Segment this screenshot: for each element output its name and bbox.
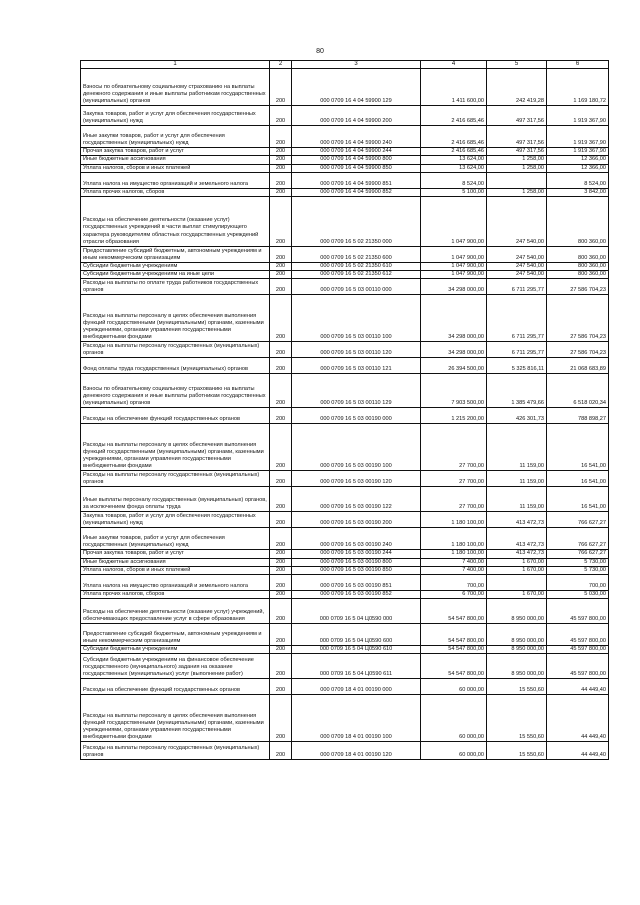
table-cell-executed: 11 159,00 <box>487 487 547 512</box>
table-cell-budget-classification-code: 000 0709 16 5 03 00190 850 <box>292 566 421 574</box>
table-cell-description: Расходы на обеспечение деятельности (оказание услуг) учреждений, обеспечивающих предоставление услуг в сфере образования <box>81 599 270 624</box>
table-cell-approved-assignments: 34 298 000,00 <box>421 295 487 342</box>
table-cell-description: Уплата налогов, сборов и иных платежей <box>81 566 270 574</box>
column-number: 4 <box>421 61 487 69</box>
table-cell-line-code: 200 <box>270 742 292 760</box>
table-cell-budget-classification-code: 000 0709 16 5 03 00110 100 <box>292 295 421 342</box>
table-cell-line-code: 200 <box>270 424 292 471</box>
table-cell-line-code: 200 <box>270 591 292 599</box>
table-cell-approved-assignments: 1 215 200,00 <box>421 408 487 424</box>
table-row <box>81 591 609 599</box>
table-cell-approved-assignments: 7 400,00 <box>421 558 487 566</box>
table-cell-executed: 497 317,56 <box>487 148 547 156</box>
table-cell-unexecuted: 44 449,40 <box>547 695 609 742</box>
table-cell-description: Расходы на выплаты персоналу в целях обеспечения выполнения функций государственными (муниципальными) органами, казенными учреждениями, органами управления государственными внебюджетными фондами <box>81 695 270 742</box>
table-cell-executed: 15 550,60 <box>487 742 547 760</box>
column-number: 2 <box>270 61 292 69</box>
table-cell-executed <box>487 172 547 188</box>
table-cell-line-code: 200 <box>270 148 292 156</box>
table-cell-budget-classification-code: 000 0709 16 5 03 00190 244 <box>292 550 421 558</box>
table-cell-budget-classification-code: 000 0709 16 5 02 21350 000 <box>292 197 421 247</box>
table-cell-description: Уплата налога на имущество организаций и земельного налога <box>81 172 270 188</box>
table-cell-unexecuted: 3 842,00 <box>547 188 609 196</box>
table-cell-budget-classification-code: 000 0709 16 5 03 00110 121 <box>292 358 421 374</box>
table-row <box>81 156 609 164</box>
table-cell-description: Предоставление субсидий бюджетным, автономным учреждениям и иным некоммерческим организациям <box>81 624 270 646</box>
table-cell-executed: 413 472,73 <box>487 550 547 558</box>
table-cell-description: Расходы на выплаты персоналу в целях обеспечения выполнения функций государственными (муниципальными) органами, казенными учреждениями, органами управления государственными внебюджетными фондами <box>81 424 270 471</box>
table-cell-description: Взносы по обязательному социальному страхованию на выплаты денежного содержания и иные выплаты работникам государственных (муниципальных) органов <box>81 374 270 408</box>
table-cell-line-code: 200 <box>270 279 292 295</box>
budget-execution-table <box>80 60 609 760</box>
table-cell-budget-classification-code: 000 0709 16 5 03 00190 800 <box>292 558 421 566</box>
table-cell-line-code: 200 <box>270 679 292 695</box>
table-cell-executed: 413 472,73 <box>487 528 547 550</box>
table-cell-line-code: 200 <box>270 566 292 574</box>
table-cell-budget-classification-code: 000 0709 16 4 04 59900 851 <box>292 172 421 188</box>
table-cell-description: Иные закупки товаров, работ и услуг для обеспечения государственных (муниципальных) нужд <box>81 528 270 550</box>
table-cell-line-code: 200 <box>270 358 292 374</box>
table-cell-approved-assignments: 54 547 800,00 <box>421 624 487 646</box>
table-cell-approved-assignments: 54 547 800,00 <box>421 654 487 679</box>
table-cell-unexecuted: 27 586 704,23 <box>547 279 609 295</box>
table-row <box>81 374 609 408</box>
table-cell-line-code: 200 <box>270 374 292 408</box>
table-cell-description: Расходы на обеспечение деятельности (оказание услуг) государственных учреждений в части выплат стимулирующего характера руководителям областных государственных учреждений отрасли образования <box>81 197 270 247</box>
table-cell-executed: 8 950 000,00 <box>487 624 547 646</box>
table-row <box>81 599 609 624</box>
table-cell-unexecuted: 800 360,00 <box>547 197 609 247</box>
table-cell-approved-assignments: 2 416 685,46 <box>421 148 487 156</box>
table-cell-approved-assignments: 54 547 800,00 <box>421 646 487 654</box>
table-cell-executed: 1 670,00 <box>487 566 547 574</box>
table-cell-line-code: 200 <box>270 156 292 164</box>
table-cell-executed: 426 301,73 <box>487 408 547 424</box>
table-row <box>81 197 609 247</box>
table-cell-unexecuted: 8 524,00 <box>547 172 609 188</box>
table-cell-line-code: 200 <box>270 271 292 279</box>
table-cell-line-code: 200 <box>270 695 292 742</box>
table-cell-approved-assignments: 6 700,00 <box>421 591 487 599</box>
table-cell-unexecuted: 5 030,00 <box>547 591 609 599</box>
table-cell-line-code: 200 <box>270 471 292 487</box>
table-cell-unexecuted: 800 360,00 <box>547 271 609 279</box>
table-cell-executed: 6 711 295,77 <box>487 279 547 295</box>
table-cell-executed: 1 385 479,66 <box>487 374 547 408</box>
table-row <box>81 408 609 424</box>
table-cell-budget-classification-code: 000 0709 16 4 04 59900 800 <box>292 156 421 164</box>
table-cell-unexecuted: 5 730,00 <box>547 558 609 566</box>
table-cell-approved-assignments: 1 180 100,00 <box>421 512 487 528</box>
table-cell-unexecuted: 27 586 704,23 <box>547 295 609 342</box>
table-cell-description: Расходы на обеспечение функций государственных органов <box>81 408 270 424</box>
table-cell-executed: 1 258,00 <box>487 164 547 172</box>
table-row <box>81 471 609 487</box>
table-cell-budget-classification-code: 000 0709 16 4 04 59900 129 <box>292 69 421 106</box>
table-cell-line-code: 200 <box>270 197 292 247</box>
table-cell-unexecuted: 1 169 180,72 <box>547 69 609 106</box>
table-cell-unexecuted: 44 449,40 <box>547 742 609 760</box>
table-row <box>81 528 609 550</box>
page-number: 80 <box>316 48 324 55</box>
table-cell-description: Расходы на выплаты персоналу государственных (муниципальных) органов <box>81 742 270 760</box>
table-row <box>81 742 609 760</box>
table-row <box>81 558 609 566</box>
table-cell-line-code: 200 <box>270 164 292 172</box>
table-cell-line-code: 200 <box>270 408 292 424</box>
table-cell-budget-classification-code: 000 0709 16 5 02 21350 610 <box>292 263 421 271</box>
table-cell-line-code: 200 <box>270 575 292 591</box>
table-cell-description: Предоставление субсидий бюджетным, автономным учреждениям и иным некоммерческим организациям <box>81 247 270 263</box>
table-cell-description: Расходы на выплаты персоналу государственных (муниципальных) органов <box>81 471 270 487</box>
table-cell-description: Расходы на выплаты персоналу государственных (муниципальных) органов <box>81 342 270 358</box>
table-cell-approved-assignments: 8 524,00 <box>421 172 487 188</box>
table-cell-budget-classification-code: 000 0709 16 5 03 00110 120 <box>292 342 421 358</box>
table-cell-executed: 15 550,60 <box>487 695 547 742</box>
table-cell-unexecuted: 766 627,27 <box>547 512 609 528</box>
table-cell-line-code: 200 <box>270 528 292 550</box>
table-cell-line-code: 200 <box>270 512 292 528</box>
table-cell-budget-classification-code: 000 0709 16 5 03 00190 851 <box>292 575 421 591</box>
table-cell-approved-assignments: 34 298 000,00 <box>421 342 487 358</box>
table-cell-executed: 247 540,00 <box>487 197 547 247</box>
table-cell-approved-assignments: 1 047 900,00 <box>421 271 487 279</box>
table-cell-unexecuted: 800 360,00 <box>547 263 609 271</box>
table-cell-approved-assignments: 1 180 100,00 <box>421 550 487 558</box>
table-row <box>81 164 609 172</box>
table-row <box>81 342 609 358</box>
table-cell-approved-assignments: 13 624,00 <box>421 164 487 172</box>
table-cell-executed: 8 950 000,00 <box>487 646 547 654</box>
table-cell-line-code: 200 <box>270 342 292 358</box>
table-cell-approved-assignments: 1 180 100,00 <box>421 528 487 550</box>
table-cell-unexecuted: 6 518 020,34 <box>547 374 609 408</box>
table-row <box>81 575 609 591</box>
table-row <box>81 126 609 148</box>
table-cell-unexecuted: 12 366,00 <box>547 156 609 164</box>
table-cell-unexecuted: 5 730,00 <box>547 566 609 574</box>
table-cell-executed: 11 159,00 <box>487 471 547 487</box>
table-cell-executed: 247 540,00 <box>487 271 547 279</box>
table-cell-line-code: 200 <box>270 69 292 106</box>
table-cell-unexecuted: 27 586 704,23 <box>547 342 609 358</box>
table-cell-description: Закупка товаров, работ и услуг для обеспечения государственных (муниципальных) нужд <box>81 512 270 528</box>
table-cell-approved-assignments: 7 400,00 <box>421 566 487 574</box>
table-cell-approved-assignments: 700,00 <box>421 575 487 591</box>
table-cell-line-code: 200 <box>270 654 292 679</box>
table-row <box>81 424 609 471</box>
table-cell-description: Прочая закупка товаров, работ и услуг <box>81 148 270 156</box>
table-cell-executed: 6 711 295,77 <box>487 295 547 342</box>
table-cell-description: Уплата налогов, сборов и иных платежей <box>81 164 270 172</box>
table-cell-executed: 1 670,00 <box>487 591 547 599</box>
table-row <box>81 148 609 156</box>
table-cell-budget-classification-code: 000 0709 16 5 03 00190 120 <box>292 471 421 487</box>
table-cell-executed: 5 325 816,11 <box>487 358 547 374</box>
table-cell-budget-classification-code: 000 0709 16 4 04 59900 244 <box>292 148 421 156</box>
table-row <box>81 695 609 742</box>
table-row <box>81 512 609 528</box>
table-cell-description: Закупка товаров, работ и услуг для обеспечения государственных (муниципальных) нужд <box>81 106 270 126</box>
table-cell-budget-classification-code: 000 0709 16 5 02 21350 612 <box>292 271 421 279</box>
table-row <box>81 106 609 126</box>
table-cell-budget-classification-code: 000 0709 16 5 03 00110 000 <box>292 279 421 295</box>
table-cell-executed: 8 950 000,00 <box>487 599 547 624</box>
table-row <box>81 358 609 374</box>
table-cell-executed: 6 711 295,77 <box>487 342 547 358</box>
table-cell-description: Взносы по обязательному социальному страхованию на выплаты денежного содержания и иные выплаты работникам государственных (муниципальных) органов <box>81 69 270 106</box>
table-cell-budget-classification-code: 000 0709 16 4 04 59900 852 <box>292 188 421 196</box>
table-cell-executed: 497 317,56 <box>487 126 547 148</box>
table-cell-budget-classification-code: 000 0709 16 5 03 00190 122 <box>292 487 421 512</box>
table-row <box>81 172 609 188</box>
table-cell-executed: 413 472,73 <box>487 512 547 528</box>
table-cell-executed: 1 258,00 <box>487 156 547 164</box>
table-cell-budget-classification-code: 000 0709 16 5 03 00110 129 <box>292 374 421 408</box>
table-cell-description: Расходы на обеспечение функций государственных органов <box>81 679 270 695</box>
table-cell-executed: 1 258,00 <box>487 188 547 196</box>
column-number-row <box>81 61 609 69</box>
table-row <box>81 295 609 342</box>
table-cell-description: Уплата прочих налогов, сборов <box>81 188 270 196</box>
table-cell-unexecuted: 45 597 800,00 <box>547 646 609 654</box>
table-cell-line-code: 200 <box>270 487 292 512</box>
table-cell-description: Иные бюджетные ассигнования <box>81 558 270 566</box>
table-row <box>81 654 609 679</box>
table-cell-line-code: 200 <box>270 106 292 126</box>
table-cell-unexecuted: 16 541,00 <box>547 471 609 487</box>
table-cell-line-code: 200 <box>270 126 292 148</box>
table-cell-unexecuted: 16 541,00 <box>547 424 609 471</box>
table-cell-approved-assignments: 13 624,00 <box>421 156 487 164</box>
table-cell-budget-classification-code: 000 0709 16 5 03 00190 200 <box>292 512 421 528</box>
table-cell-approved-assignments: 26 394 500,00 <box>421 358 487 374</box>
table-cell-description: Расходы на выплаты персоналу в целях обеспечения выполнения функций государственными (муниципальными) органами, казенными учреждениями, органами управления государственными внебюджетными фондами <box>81 295 270 342</box>
table-row <box>81 69 609 106</box>
table-cell-approved-assignments: 7 903 500,00 <box>421 374 487 408</box>
table-cell-line-code: 200 <box>270 599 292 624</box>
table-cell-unexecuted: 1 919 367,90 <box>547 148 609 156</box>
table-cell-unexecuted: 21 068 683,89 <box>547 358 609 374</box>
table-cell-budget-classification-code: 000 0709 16 5 03 00190 100 <box>292 424 421 471</box>
table-cell-description: Уплата налога на имущество организаций и земельного налога <box>81 575 270 591</box>
table-cell-line-code: 200 <box>270 550 292 558</box>
table-cell-description: Уплата прочих налогов, сборов <box>81 591 270 599</box>
table-cell-approved-assignments: 27 700,00 <box>421 471 487 487</box>
table-cell-line-code: 200 <box>270 247 292 263</box>
table-cell-approved-assignments: 1 411 600,00 <box>421 69 487 106</box>
table-cell-approved-assignments: 34 298 000,00 <box>421 279 487 295</box>
table-cell-description: Прочая закупка товаров, работ и услуг <box>81 550 270 558</box>
table-row <box>81 566 609 574</box>
table-row <box>81 624 609 646</box>
table-cell-executed: 247 540,00 <box>487 263 547 271</box>
table-cell-description: Субсидии бюджетным учреждениям на финансовое обеспечение государственного (муниципального) задания на оказание государственных (муниципальных) услуг (выполнение работ) <box>81 654 270 679</box>
table-cell-executed: 497 317,56 <box>487 106 547 126</box>
table-cell-description: Фонд оплаты труда государственных (муниципальных) органов <box>81 358 270 374</box>
table-cell-executed: 11 159,00 <box>487 424 547 471</box>
table-row <box>81 279 609 295</box>
table-cell-unexecuted: 788 898,27 <box>547 408 609 424</box>
table-cell-unexecuted: 766 627,27 <box>547 528 609 550</box>
table-cell-budget-classification-code: 000 0709 16 5 03 00190 852 <box>292 591 421 599</box>
table-cell-budget-classification-code: 000 0709 16 5 03 00190 240 <box>292 528 421 550</box>
table-row <box>81 247 609 263</box>
table-cell-approved-assignments: 54 547 800,00 <box>421 599 487 624</box>
table-cell-budget-classification-code: 000 0709 16 5 04 Ц0590 610 <box>292 646 421 654</box>
table-cell-description: Субсидии бюджетным учреждениям на иные цели <box>81 271 270 279</box>
table-cell-approved-assignments: 1 047 900,00 <box>421 197 487 247</box>
table-cell-budget-classification-code: 000 0709 16 5 03 00190 000 <box>292 408 421 424</box>
table-cell-unexecuted: 44 449,40 <box>547 679 609 695</box>
table-cell-unexecuted: 1 919 367,90 <box>547 106 609 126</box>
table-cell-approved-assignments: 1 047 900,00 <box>421 247 487 263</box>
table-cell-unexecuted: 800 360,00 <box>547 247 609 263</box>
table-cell-line-code: 200 <box>270 188 292 196</box>
table-cell-line-code: 200 <box>270 172 292 188</box>
column-number: 3 <box>292 61 421 69</box>
column-number: 5 <box>487 61 547 69</box>
table-cell-description: Субсидии бюджетным учреждениям <box>81 263 270 271</box>
table-cell-budget-classification-code: 000 0709 16 5 02 21350 600 <box>292 247 421 263</box>
table-cell-budget-classification-code: 000 0709 16 4 04 59900 240 <box>292 126 421 148</box>
table-row <box>81 263 609 271</box>
table-cell-approved-assignments: 1 047 900,00 <box>421 263 487 271</box>
table-cell-approved-assignments: 5 100,00 <box>421 188 487 196</box>
table-cell-budget-classification-code: 000 0709 18 4 01 00190 100 <box>292 695 421 742</box>
table-cell-executed: 15 550,60 <box>487 679 547 695</box>
table-cell-executed: 1 670,00 <box>487 558 547 566</box>
table-cell-line-code: 200 <box>270 646 292 654</box>
table-cell-approved-assignments: 60 000,00 <box>421 695 487 742</box>
table-cell-line-code: 200 <box>270 263 292 271</box>
table-cell-unexecuted: 1 919 367,90 <box>547 126 609 148</box>
table-cell-executed <box>487 575 547 591</box>
table-cell-description: Иные выплаты персоналу государственных (муниципальных) органов, за исключением фонда оплаты труда <box>81 487 270 512</box>
table-row <box>81 550 609 558</box>
table-cell-executed: 8 950 000,00 <box>487 654 547 679</box>
table-cell-unexecuted: 12 366,00 <box>547 164 609 172</box>
table-cell-budget-classification-code: 000 0709 16 5 04 Ц0590 000 <box>292 599 421 624</box>
column-number: 1 <box>81 61 270 69</box>
table-cell-description: Иные бюджетные ассигнования <box>81 156 270 164</box>
table-cell-budget-classification-code: 000 0709 18 4 01 00190 120 <box>292 742 421 760</box>
table-row <box>81 487 609 512</box>
table-cell-executed: 242 419,28 <box>487 69 547 106</box>
table-row <box>81 646 609 654</box>
table-cell-unexecuted: 16 541,00 <box>547 487 609 512</box>
table-cell-line-code: 200 <box>270 295 292 342</box>
column-number: 6 <box>547 61 609 69</box>
table-cell-executed: 247 540,00 <box>487 247 547 263</box>
table-cell-approved-assignments: 2 416 685,46 <box>421 126 487 148</box>
table-cell-approved-assignments: 60 000,00 <box>421 679 487 695</box>
table-row <box>81 188 609 196</box>
table-cell-budget-classification-code: 000 0709 18 4 01 00190 000 <box>292 679 421 695</box>
table-cell-budget-classification-code: 000 0709 16 5 04 Ц0590 611 <box>292 654 421 679</box>
table-cell-line-code: 200 <box>270 624 292 646</box>
table-cell-unexecuted: 45 597 800,00 <box>547 624 609 646</box>
table-cell-budget-classification-code: 000 0709 16 4 04 59900 850 <box>292 164 421 172</box>
table-cell-approved-assignments: 60 000,00 <box>421 742 487 760</box>
table-cell-description: Иные закупки товаров, работ и услуг для обеспечения государственных (муниципальных) нужд <box>81 126 270 148</box>
table-cell-unexecuted: 700,00 <box>547 575 609 591</box>
table-cell-approved-assignments: 2 416 685,46 <box>421 106 487 126</box>
table-cell-budget-classification-code: 000 0709 16 5 04 Ц0590 600 <box>292 624 421 646</box>
table-row <box>81 679 609 695</box>
table-cell-unexecuted: 45 597 800,00 <box>547 654 609 679</box>
table-cell-unexecuted: 766 627,27 <box>547 550 609 558</box>
table-cell-unexecuted: 45 597 800,00 <box>547 599 609 624</box>
table-cell-approved-assignments: 27 700,00 <box>421 487 487 512</box>
table-cell-description: Расходы на выплаты по оплате труда работников государственных органов <box>81 279 270 295</box>
table-row <box>81 271 609 279</box>
table-cell-description: Субсидии бюджетным учреждениям <box>81 646 270 654</box>
table-cell-line-code: 200 <box>270 558 292 566</box>
table-cell-approved-assignments: 27 700,00 <box>421 424 487 471</box>
table-cell-budget-classification-code: 000 0709 16 4 04 59900 200 <box>292 106 421 126</box>
